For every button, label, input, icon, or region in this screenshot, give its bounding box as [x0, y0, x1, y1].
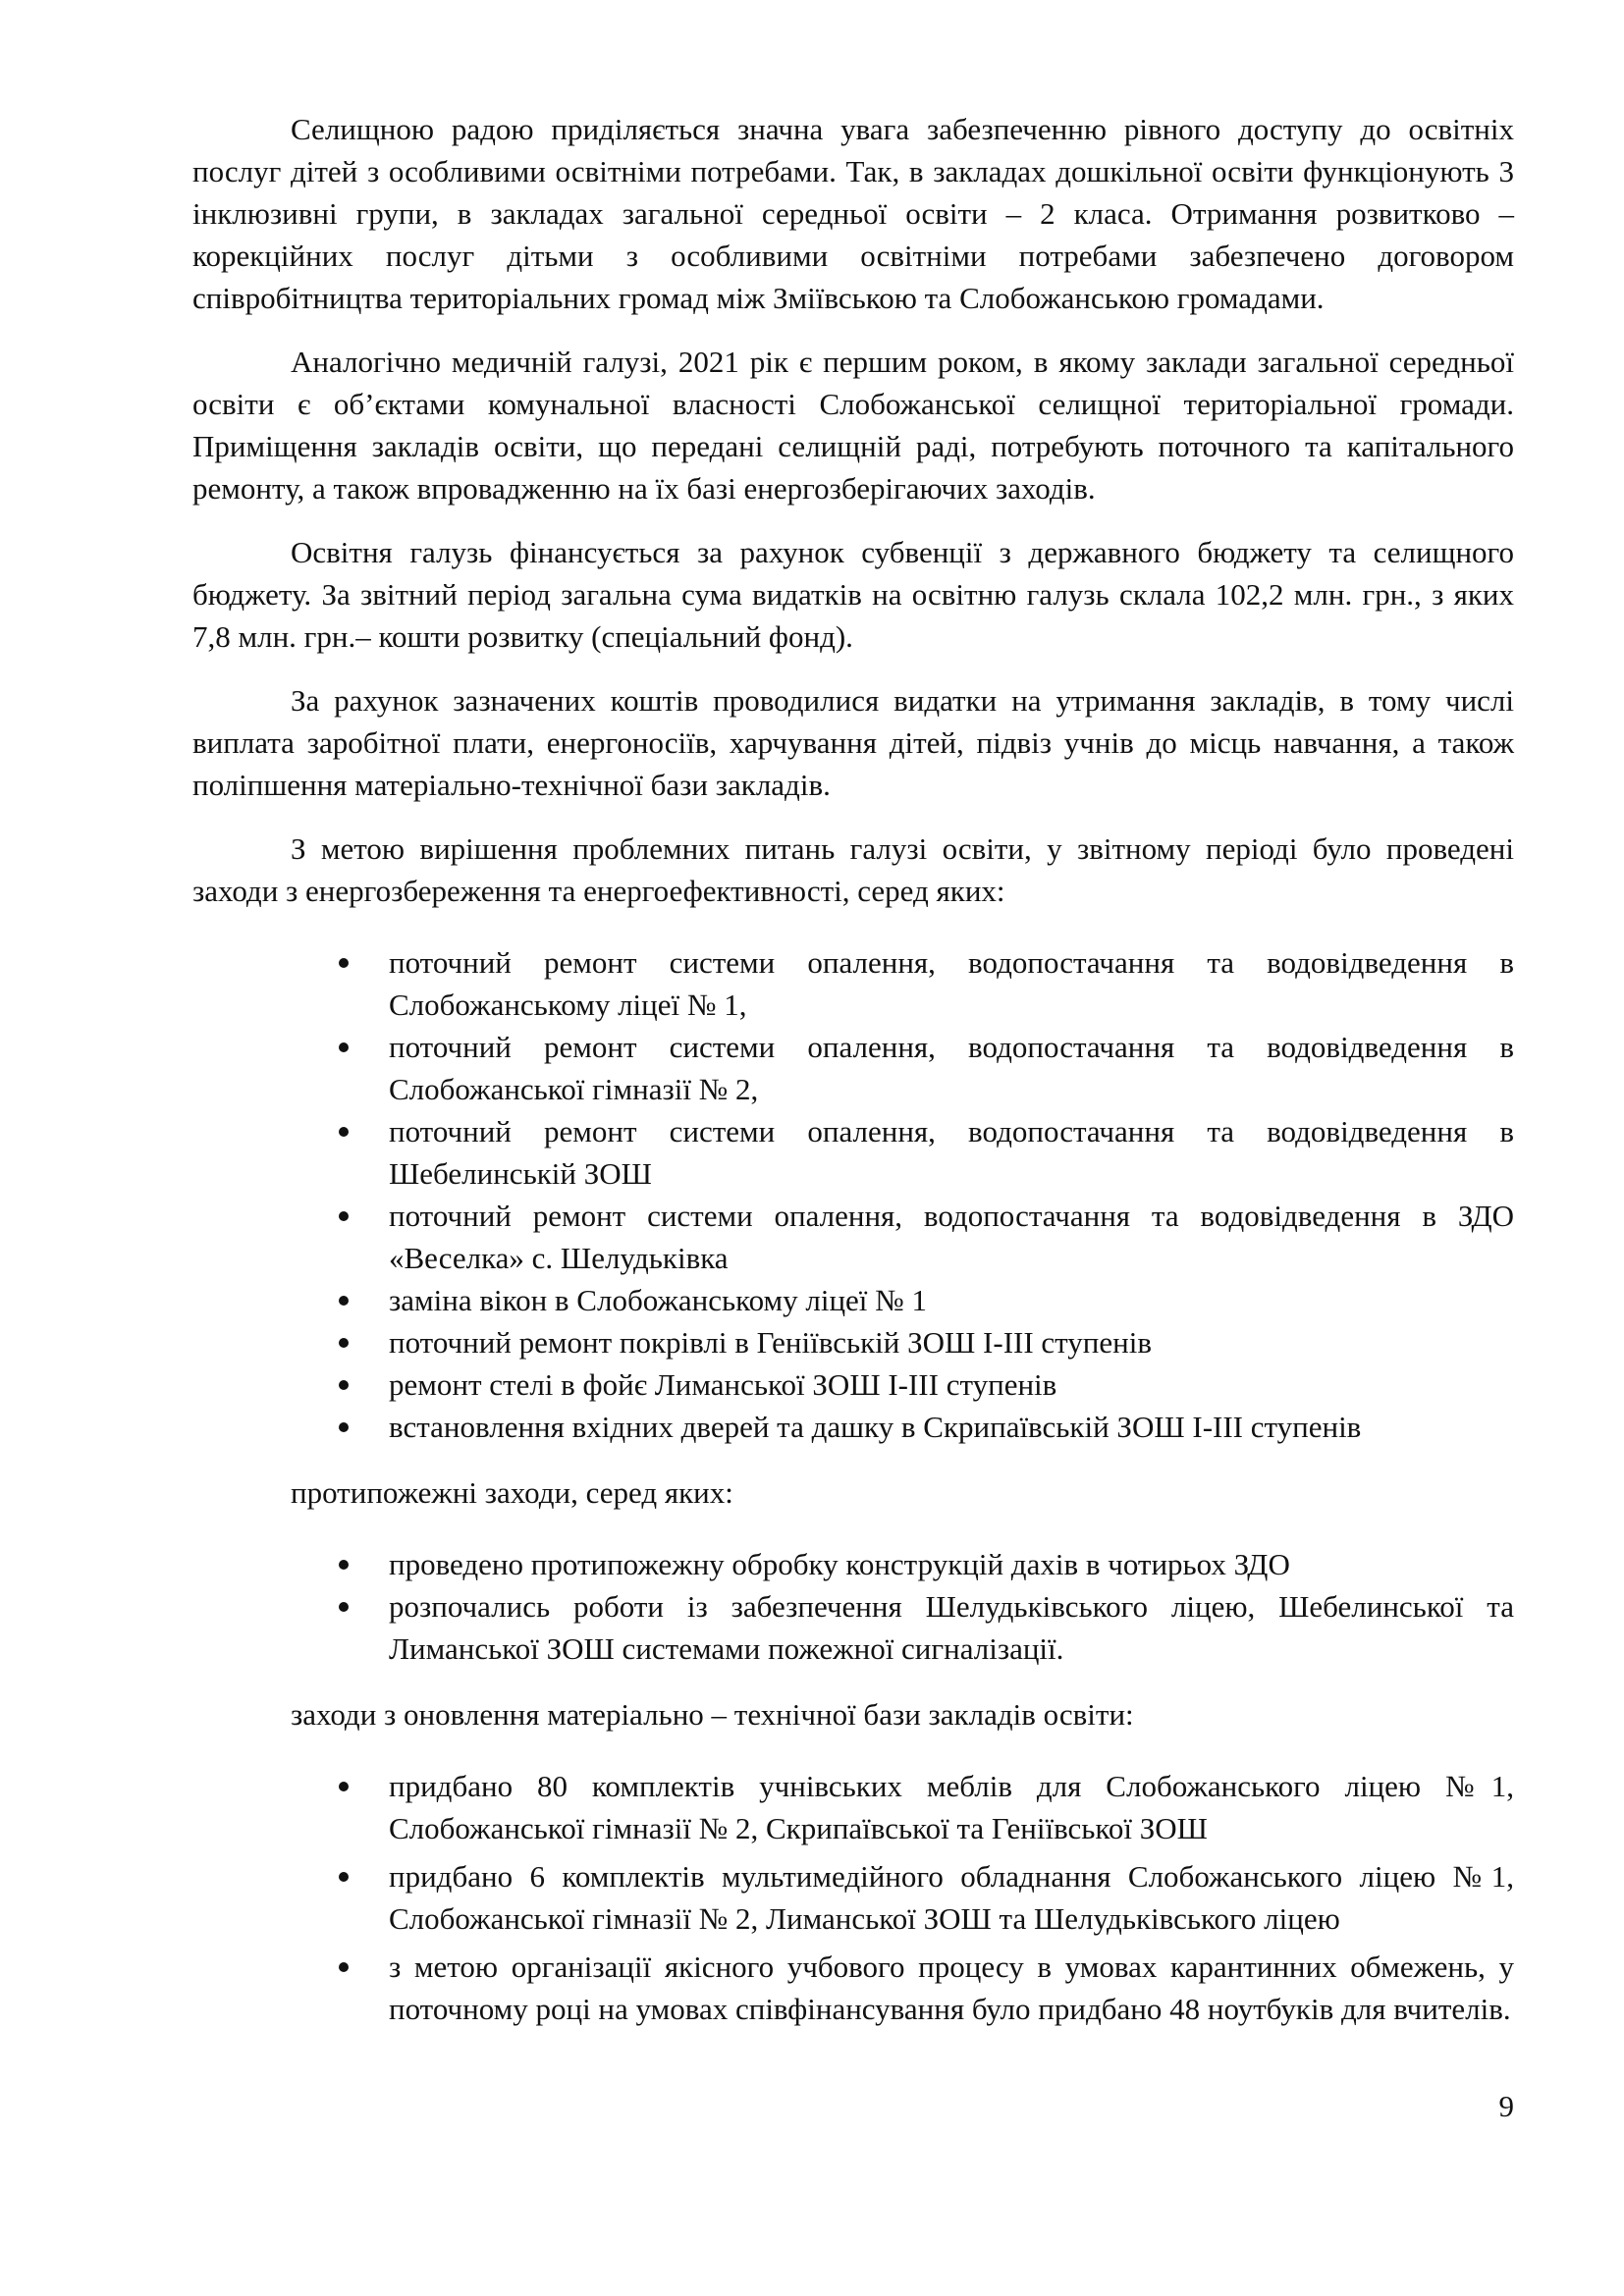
page-content — [192, 108, 1514, 2054]
bullet-icon — [339, 958, 349, 968]
list-item: розпочались роботи із забезпечення Шелудьківського ліцею, Шебелинської та Лиманської ЗОШ системами пожежної сигналізації. — [389, 1585, 1514, 1670]
paragraph-expenses: За рахунок зазначених коштів проводилися видатки на утримання закладів, в тому числі виплата заробітної плати, енергоносіїв, харчування дітей, підвіз учнів до місць навчання, а також поліпшення матеріально-технічної бази закладів. — [192, 683, 1514, 802]
list-item: поточний ремонт системи опалення, водопостачання та водовідведення в Шебелинській ЗОШ — [389, 1110, 1514, 1195]
bullet-icon — [339, 1127, 349, 1137]
page-number: 9 — [1498, 2089, 1514, 2123]
list-item: придбано 80 комплектів учнівських меблів для Слобожанського ліцею №1, Слобожанської гімназії № 2, Скрипаївської та Геніївської ЗОШ — [389, 1765, 1514, 1849]
fire-measures-heading: протипожежні заходи, серед яких: — [291, 1475, 733, 1510]
bullet-icon — [339, 1211, 349, 1221]
list-item: ремонт стелі в фойє Лиманської ЗОШ І-ІІІ ступенів — [389, 1363, 1514, 1406]
paragraph-inclusive-education: Селищною радою приділяється значна увага забезпеченню рівного доступу до освітніх послуг дітей з особливими освітніми потребами. Так, в закладах дошкільної освіти функціонують 3 інклюзивні групи, в закладах загальної середньої освіти – 2 класа. Отримання розвитково – корекційних послуг дітьми з особливими освітніми потребами забезпечено договором співробітництва територіальних громад між Зміївською та Слобожанською громадами. — [192, 112, 1514, 315]
bullet-icon — [339, 1602, 349, 1612]
paragraph-energy-intro: З метою вирішення проблемних питань галузі освіти, у звітному періоді було проведені заходи з енергозбереження та енергоефективності, серед яких: — [192, 831, 1514, 908]
bullet-icon — [339, 1962, 349, 1972]
bullet-icon — [339, 1872, 349, 1882]
list-item: поточний ремонт покрівлі в Геніївській ЗОШ І-ІІІ ступенів — [389, 1321, 1514, 1363]
material-measures-heading: заходи з оновлення матеріально – технічної бази закладів освіти: — [291, 1697, 1134, 1732]
energy-measures-list — [192, 941, 1514, 1448]
bullet-icon — [339, 1296, 349, 1306]
list-item: поточний ремонт системи опалення, водопостачання та водовідведення в ЗДО «Веселка» с. Шелудьківка — [389, 1195, 1514, 1279]
material-measures-list — [192, 1765, 1514, 2030]
list-item: проведено протипожежну обробку конструкцій дахів в чотирьох ЗДО — [389, 1543, 1514, 1585]
bullet-icon — [339, 1380, 349, 1390]
list-item: поточний ремонт системи опалення, водопостачання та водовідведення в Слобожанському ліцеї № 1, — [389, 941, 1514, 1026]
list-item: придбано 6 комплектів мультимедійного обладнання Слобожанського ліцею №1, Слобожанської гімназії № 2, Лиманської ЗОШ та Шелудьківського ліцею — [389, 1855, 1514, 1940]
bullet-icon — [339, 1338, 349, 1348]
list-item: заміна вікон в Слобожанському ліцеї № 1 — [389, 1279, 1514, 1321]
list-item: поточний ремонт системи опалення, водопостачання та водовідведення в Слобожанської гімназії № 2, — [389, 1026, 1514, 1110]
bullet-icon — [339, 1560, 349, 1570]
bullet-icon — [339, 1782, 349, 1791]
paragraph-communal-property: Аналогічно медичній галузі, 2021 рік є першим роком, в якому заклади загальної середньої освіти є об’єктами комунальної власності Слобожанської селищної територіальної громади. Приміщення закладів освіти, що передані селищній раді, потребують поточного та капітального ремонту, а також впровадженню на їх базі енергозберігаючих заходів. — [192, 345, 1514, 506]
list-item: з метою організації якісного учбового процесу в умовах карантинних обмежень, у поточному році на умовах співфінансування було придбано 48 ноутбуків для вчителів. — [389, 1946, 1514, 2030]
paragraph-financing: Освітня галузь фінансується за рахунок субвенції з державного бюджету та селищного бюджету. За звітний період загальна сума видатків на освітню галузь склала 102,2 млн. грн., з яких 7,8 млн. грн.– кошти розвитку (спеціальний фонд). — [192, 535, 1514, 654]
list-item: встановлення вхідних дверей та дашку в Скрипаївській ЗОШ І-ІІІ ступенів — [389, 1406, 1514, 1448]
fire-measures-list — [192, 1543, 1514, 1670]
bullet-icon — [339, 1422, 349, 1432]
bullet-icon — [339, 1042, 349, 1052]
